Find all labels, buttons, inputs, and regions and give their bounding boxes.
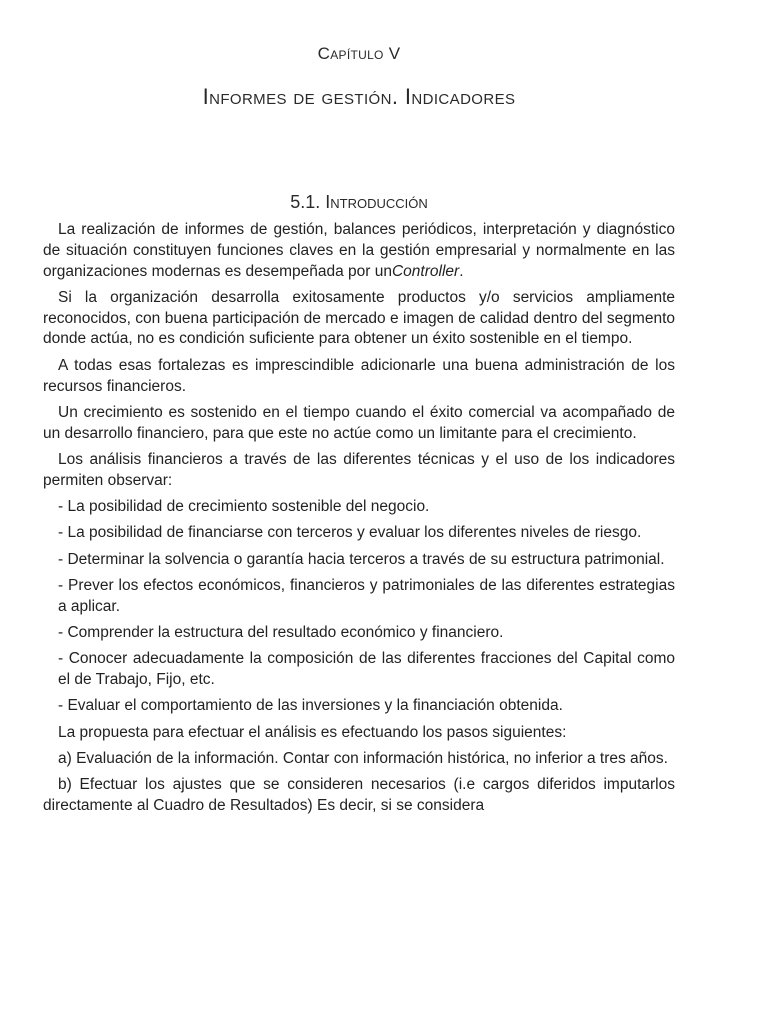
paragraph: Un crecimiento es sostenido en el tiempo cuando el éxito comercial va acompañado de un desarrollo financiero, para que este no actúe como un limitante para el crecimiento.	[43, 403, 675, 442]
paragraph: b) Efectuar los ajustes que se consideren necesarios (i.e cargos diferidos imputarlos directamente al Cuadro de Resultados) Es decir, si se considera	[43, 776, 675, 815]
bullet-item: - Conocer adecuadamente la composición de las diferentes fracciones del Capital como el de Trabajo, Fijo, etc.	[58, 650, 675, 689]
paragraph-suffix: .	[459, 262, 464, 280]
bullet-item: - Comprender la estructura del resultado económico y financiero.	[58, 624, 504, 642]
chapter-title: Informes de gestión. Indicadores	[202, 84, 516, 109]
paragraph: La propuesta para efectuar el análisis es efectuando los pasos siguientes:	[58, 723, 567, 741]
bullet-item: - Evaluar el comportamiento de las inversiones y la financiación obtenida.	[58, 697, 563, 715]
paragraph-text: La realización de informes de gestión, balances periódicos, interpretación y diagnóstico de situación constituyen funciones claves en la gestión empresarial y normalmente en las organizaciones modernas es desempeñada por un	[43, 221, 675, 280]
emphasis-text: Controller	[391, 262, 460, 280]
paragraph	[43, 220, 675, 282]
paragraph: Si la organización desarrolla exitosamente productos y/o servicios ampliamente reconocidos, con buena participación de mercado e imagen de calidad dentro del segmento donde actúa, no es condición suficiente para obtener un éxito sostenible en el tiempo.	[43, 288, 675, 348]
bullet-item: - La posibilidad de crecimiento sostenible del negocio.	[58, 498, 430, 516]
paragraph: Los análisis financieros a través de las diferentes técnicas y el uso de los indicadores permiten observar:	[43, 450, 675, 489]
bullet-item: - La posibilidad de financiarse con terceros y evaluar los diferentes niveles de riesgo.	[58, 524, 642, 542]
paragraph: A todas esas fortalezas es imprescindible adicionarle una buena administración de los recursos financieros.	[43, 356, 675, 395]
bullet-item: - Determinar la solvencia o garantía hacia terceros a través de su estructura patrimonial.	[58, 550, 665, 568]
paragraph: a) Evaluación de la información. Contar con información histórica, no inferior a tres años.	[58, 750, 668, 768]
chapter-label: Capítulo V	[317, 44, 401, 63]
section-heading: 5.1. Introducción	[290, 192, 428, 212]
body-text	[43, 220, 675, 822]
bullet-item: - Prever los efectos económicos, financieros y patrimoniales de las diferentes estrategias a aplicar.	[58, 576, 675, 615]
